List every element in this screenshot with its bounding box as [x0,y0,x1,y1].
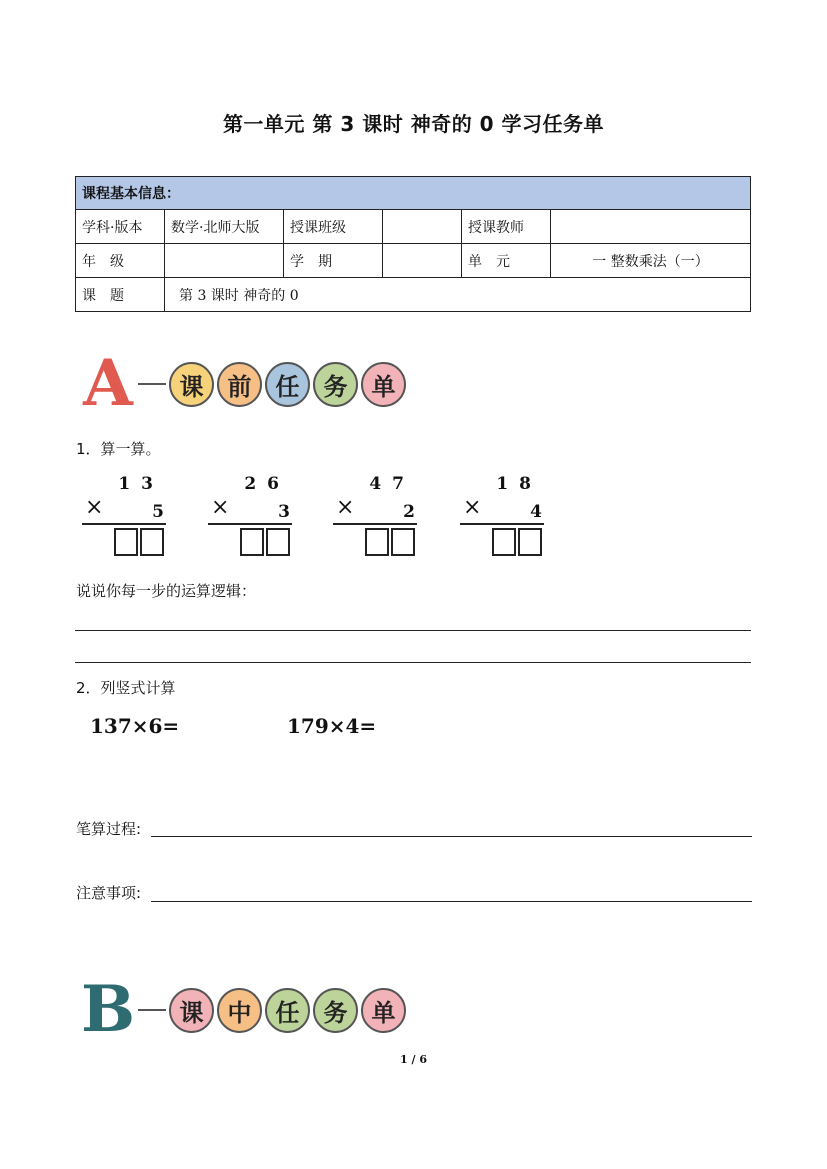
times-sign: × [463,495,482,520]
multiplicand: 26 [244,474,290,494]
times-sign: × [336,495,355,520]
answer-bar [460,523,544,525]
unit-label: 单 元 [462,244,551,278]
question-2-label: 2．列竖式计算 [76,679,176,697]
multiplication-problem [208,474,298,564]
section-a-char-4: 务 [313,362,358,407]
subject-value: 数学·北师大版 [165,210,284,244]
semester-label: 学 期 [284,244,383,278]
answer-box[interactable] [365,528,389,556]
question-1-label: 1．算一算。 [76,440,161,458]
section-a-banner [78,346,406,421]
times-sign: × [85,495,104,520]
multiplication-problem [333,474,423,564]
topic-value: 第 3 课时 神奇的 0 [165,278,751,312]
grade-value [165,244,284,278]
semester-value [383,244,462,278]
section-b-char-4: 务 [313,988,358,1033]
banner-connector [138,1009,166,1011]
subject-label: 学科·版本 [76,210,165,244]
multiplication-problem [460,474,550,564]
section-b-char-2: 中 [217,988,262,1033]
multiplier: 5 [152,502,164,522]
section-a-char-2: 前 [217,362,262,407]
equation-2: 179×4= [287,714,377,738]
teacher-value [551,210,751,244]
page-number: 1 / 6 [400,1053,427,1066]
unit-value: 一 整数乘法（一） [551,244,751,278]
notes-line[interactable] [151,901,752,902]
section-a-char-3: 任 [265,362,310,407]
multiplicand: 18 [496,474,542,494]
grade-label: 年 级 [76,244,165,278]
class-value [383,210,462,244]
notes-label: 注意事项: [76,884,142,902]
topic-label: 课 题 [76,278,165,312]
section-a-letter: A [83,346,133,421]
process-line[interactable] [151,836,752,837]
explain-label: 说说你每一步的运算逻辑： [76,582,257,600]
answer-bar [333,523,417,525]
section-a-char-1: 课 [169,362,214,407]
equation-1: 137×6= [90,714,180,738]
multiplier: 4 [530,502,542,522]
answer-box[interactable] [518,528,542,556]
section-b-char-3: 任 [265,988,310,1033]
page-title: 第一单元 第 3 课时 神奇的 0 学习任务单 [222,112,605,136]
course-info-table [75,176,751,312]
process-label: 笔算过程: [76,820,142,838]
answer-box[interactable] [240,528,264,556]
multiplier: 2 [403,502,415,522]
section-b-banner [78,972,406,1047]
answer-box[interactable] [391,528,415,556]
answer-box[interactable] [266,528,290,556]
multiplier: 3 [278,502,290,522]
section-b-char-5: 单 [361,988,406,1033]
teacher-label: 授课教师 [462,210,551,244]
multiplicand: 13 [118,474,164,494]
multiplicand: 47 [369,474,415,494]
answer-box[interactable] [114,528,138,556]
info-header: 课程基本信息： [76,177,751,210]
multiplication-problem [82,474,172,564]
writing-line[interactable] [75,630,751,631]
section-a-char-5: 单 [361,362,406,407]
writing-line[interactable] [75,662,751,663]
section-b-letter: B [80,972,136,1047]
answer-bar [208,523,292,525]
class-label: 授课班级 [284,210,383,244]
section-b-char-1: 课 [169,988,214,1033]
answer-bar [82,523,166,525]
answer-box[interactable] [492,528,516,556]
times-sign: × [211,495,230,520]
banner-connector [138,383,166,385]
answer-box[interactable] [140,528,164,556]
